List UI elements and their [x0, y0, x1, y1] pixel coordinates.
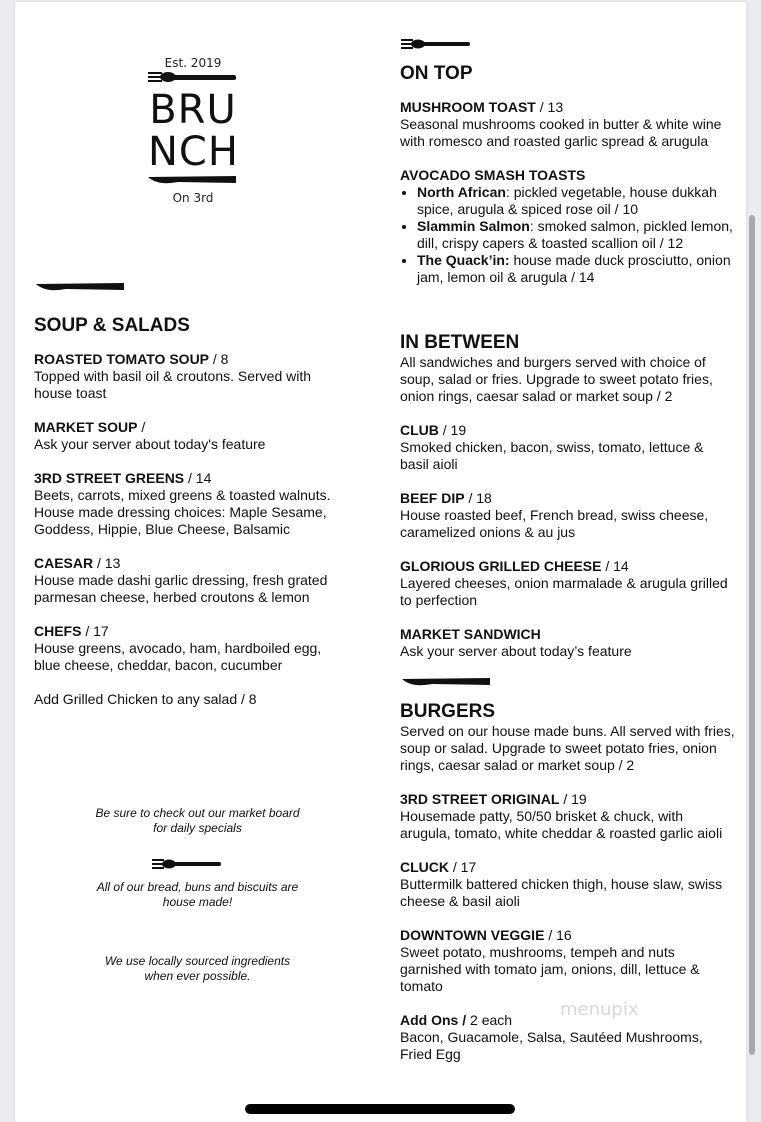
option-name: North African	[417, 184, 506, 200]
burgers-section	[400, 701, 735, 1080]
item-price: /	[141, 419, 146, 435]
item-price: / 13	[97, 555, 121, 571]
item-price: / 19	[563, 791, 587, 807]
avocado-option	[417, 218, 735, 252]
note-market-board: Be sure to check out our market board for daily specials	[95, 806, 300, 835]
scrollbar[interactable]	[749, 215, 755, 1055]
option-desc: house made duck prosciutto, onion jam, lemon oil & arugula / 14	[417, 252, 731, 285]
knife-icon	[148, 174, 238, 186]
item-price: / 8	[212, 351, 229, 367]
menu-item	[400, 490, 735, 541]
watermark: menupix	[560, 999, 639, 1020]
item-price: / 14	[605, 558, 629, 574]
menu-item	[400, 626, 735, 660]
avocado-option	[417, 184, 735, 218]
item-desc: House made dashi garlic dressing, fresh grated parmesan cheese, herbed croutons & lemon	[34, 572, 328, 605]
item-desc: House roasted beef, French bread, swiss cheese, caramelized onions & au jus	[400, 507, 709, 540]
item-desc: Housemade patty, 50/50 brisket & chuck, with arugula, tomato, white cheddar & roasted garlic aioli	[400, 808, 723, 841]
menu-item	[400, 791, 735, 842]
logo-est: Est. 2019	[164, 56, 222, 70]
item-name: BEEF DIP	[400, 490, 465, 506]
item-name: MUSHROOM TOAST	[400, 99, 536, 115]
soup-salads-section	[34, 315, 339, 708]
section-heading: BURGERS	[400, 701, 496, 722]
menu-item	[34, 351, 339, 402]
knife-icon	[36, 281, 126, 293]
item-name: 3RD STREET ORIGINAL	[400, 791, 560, 807]
menu-item	[34, 470, 339, 538]
item-desc: Layered cheeses, onion marmalade & arugula grilled to perfection	[400, 575, 728, 608]
menu-item	[400, 927, 735, 995]
item-name: GLORIOUS GRILLED CHEESE	[400, 558, 602, 574]
menu-item	[34, 623, 339, 674]
item-desc: Buttermilk battered chicken thigh, house slaw, swiss cheese & basil aioli	[400, 876, 723, 909]
salad-addon: Add Grilled Chicken to any salad / 8	[34, 691, 257, 707]
item-desc: Seasonal mushrooms cooked in butter & white wine with romesco and roasted garlic spread & arugula	[400, 116, 722, 149]
option-desc: : pickled vegetable, house dukkah spice, arugula & spiced rose oil / 10	[417, 184, 717, 217]
knife-icon	[402, 676, 492, 688]
menu-item	[400, 558, 735, 609]
item-desc: Sweet potato, mushrooms, tempeh and nuts garnished with tomato jam, onions, dill, lettuce & tomato	[400, 944, 700, 994]
item-desc: Bacon, Guacamole, Salsa, Sautéed Mushrooms, Fried Egg	[400, 1029, 703, 1062]
section-heading: SOUP & SALADS	[34, 315, 190, 336]
item-desc: House greens, avocado, ham, hardboiled egg, blue cheese, cheddar, bacon, cucumber	[34, 640, 322, 673]
fork-icon	[401, 38, 471, 50]
on-top-section	[400, 63, 735, 303]
in-between-section	[400, 332, 735, 677]
section-heading: IN BETWEEN	[400, 332, 520, 353]
item-name: 3RD STREET GREENS	[34, 470, 185, 486]
menu-item	[400, 859, 735, 910]
item-name: ROASTED TOMATO SOUP	[34, 351, 210, 367]
item-name: MARKET SOUP	[34, 419, 138, 435]
item-price: / 16	[548, 927, 572, 943]
option-name: The Quack’in:	[417, 252, 510, 268]
item-name: CAESAR	[34, 555, 94, 571]
section-heading: ON TOP	[400, 63, 473, 84]
avocado-options	[400, 184, 735, 286]
item-name: Add Ons /	[400, 1012, 467, 1028]
item-desc: Ask your server about today's feature	[34, 436, 266, 452]
logo-line1: BRU	[149, 87, 237, 133]
brand-logo	[148, 56, 238, 205]
item-price: / 13	[539, 99, 564, 115]
avocado-option	[417, 252, 735, 286]
item-desc: Topped with basil oil & croutons. Served with house toast	[34, 368, 312, 401]
item-name: MARKET SANDWICH	[400, 626, 541, 642]
logo-line2: NCH	[148, 129, 239, 175]
item-desc: Ask your server about today’s feature	[400, 643, 632, 659]
fork-icon	[148, 70, 238, 84]
item-price: 2 each	[466, 1012, 513, 1028]
item-name: CLUB	[400, 422, 439, 438]
option-desc: : smoked salmon, pickled lemon, dill, crispy capers & toasted scallion oil / 12	[417, 218, 733, 251]
menu-item	[400, 99, 735, 150]
logo-sub: On 3rd	[172, 191, 214, 205]
item-price: / 17	[452, 859, 477, 875]
menu-item	[400, 422, 735, 473]
section-intro: All sandwiches and burgers served with choice of soup, salad or fries. Upgrade to sweet potato fries, onion rings, caesar salad or market soup / 2	[400, 354, 713, 404]
fork-icon	[152, 858, 222, 870]
section-intro: Served on our house made buns. All served with fries, soup or salad. Upgrade to sweet potato fries, onion rings, caesar salad or market soup / 2	[400, 723, 735, 773]
item-desc: Beets, carrots, mixed greens & toasted walnuts. House made dressing choices: Maple Sesame, Goddess, Hippie, Blue Cheese, Balsamic	[34, 487, 331, 537]
item-desc: Smoked chicken, bacon, swiss, tomato, lettuce & basil aioli	[400, 439, 704, 472]
menu-item-avocado	[400, 167, 735, 286]
item-price: / 17	[85, 623, 109, 639]
home-indicator	[245, 1104, 515, 1114]
item-name: CHEFS	[34, 623, 82, 639]
note-house-made: All of our bread, buns and biscuits are house made!	[96, 880, 299, 909]
menu-item	[34, 555, 339, 606]
menu-item	[34, 419, 339, 453]
item-price: / 19	[442, 422, 467, 438]
note-local: We use locally sourced ingredients when ever possible.	[104, 954, 291, 983]
item-price: / 14	[188, 470, 212, 486]
item-name: AVOCADO SMASH TOASTS	[400, 167, 586, 183]
item-name: DOWNTOWN VEGGIE	[400, 927, 545, 943]
option-name: Slammin Salmon	[417, 218, 530, 234]
item-price: / 18	[468, 490, 492, 506]
item-name: CLUCK	[400, 859, 449, 875]
